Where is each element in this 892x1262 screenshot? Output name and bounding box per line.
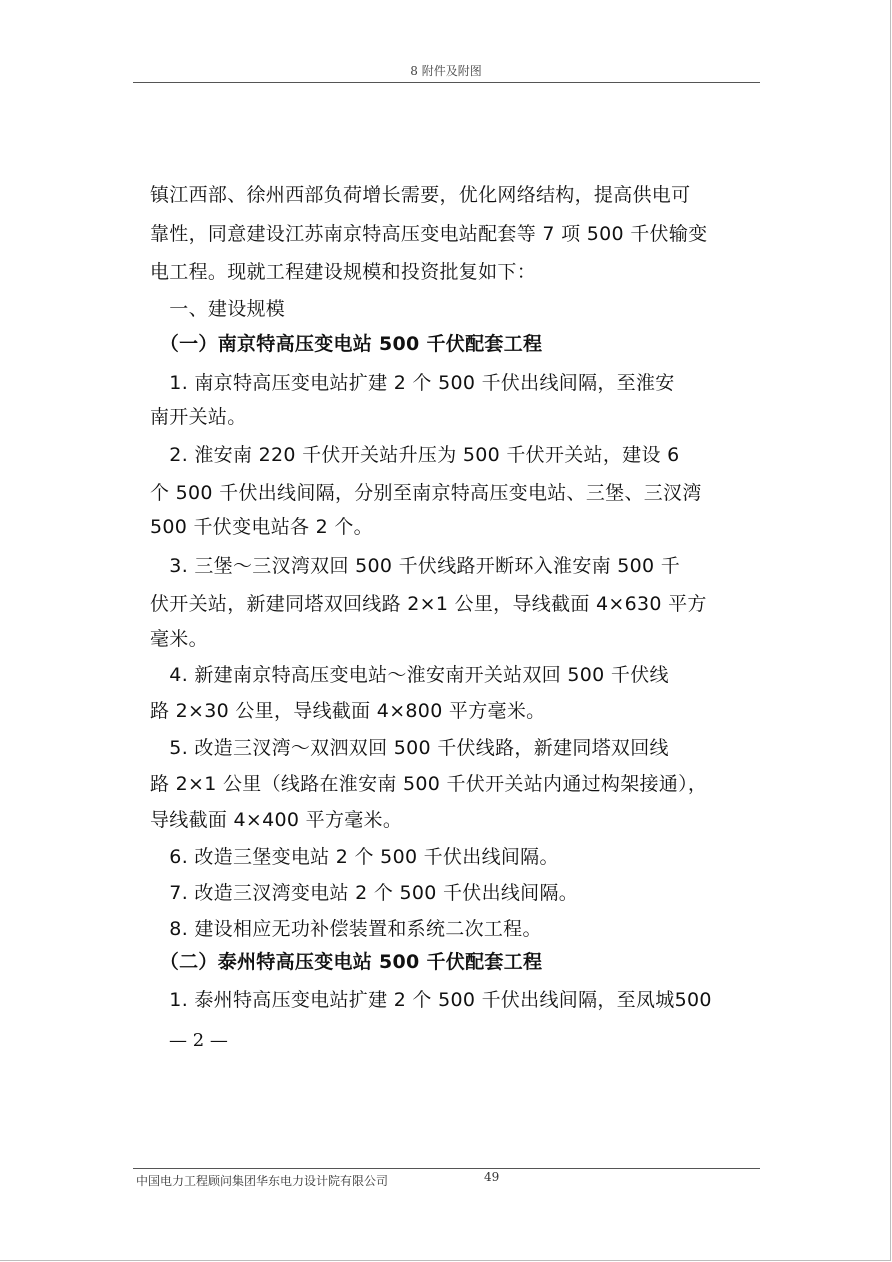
body-text-line: 1. 泰州特高压变电站扩建 2 个 500 千伏出线间隔，至凤城500	[150, 989, 712, 1011]
body-text-line: 7. 改造三汊湾变电站 2 个 500 千伏出线间隔。	[150, 882, 579, 904]
body-text-line: 2. 淮安南 220 千伏开关站升压为 500 千伏开关站，建设 6	[150, 444, 680, 466]
body-text-line: 4. 新建南京特高压变电站～淮安南开关站双回 500 千伏线	[150, 664, 669, 686]
section-heading: （一）南京特高压变电站 500 千伏配套工程	[150, 333, 543, 355]
body-text-line: 500 千伏变电站各 2 个。	[150, 516, 373, 538]
body-text-line: 个 500 千伏出线间隔，分别至南京特高压变电站、三堡、三汊湾	[150, 482, 702, 504]
body-text-line: 6. 改造三堡变电站 2 个 500 千伏出线间隔。	[150, 846, 559, 868]
body-text-line: 路 2×1 公里（线路在淮安南 500 千伏开关站内通过构架接通），	[150, 773, 708, 795]
body-text-line: 毫米。	[150, 628, 208, 650]
body-text-line: 导线截面 4×400 平方毫米。	[150, 809, 403, 831]
body-text-line: 伏开关站，新建同塔双回线路 2×1 公里，导线截面 4×630 平方	[150, 593, 707, 615]
section-heading: （二）泰州特高压变电站 500 千伏配套工程	[150, 951, 543, 973]
footer-rule	[133, 1168, 760, 1169]
body-text-line: 5. 改造三汊湾～双泗双回 500 千伏线路，新建同塔双回线	[150, 737, 669, 759]
footer-company: 中国电力工程顾问集团华东电力设计院有限公司	[136, 1174, 389, 1188]
body-text-line: 一、建设规模	[150, 298, 286, 320]
body-text-line: 南开关站。	[150, 406, 247, 428]
body-text-line: 3. 三堡～三汊湾双回 500 千伏线路开断环入淮安南 500 千	[150, 555, 681, 577]
body-text-line: 1. 南京特高压变电站扩建 2 个 500 千伏出线间隔，至淮安	[150, 372, 675, 394]
document-page-number: — 2 —	[169, 1030, 228, 1051]
header-rule	[133, 82, 760, 83]
body-text-line: 电工程。现就工程建设规模和投资批复如下：	[150, 261, 537, 283]
body-text-line: 靠性，同意建设江苏南京特高压变电站配套等 7 项 500 千伏输变	[150, 223, 708, 245]
footer-page-number: 49	[484, 1170, 500, 1184]
body-text-line: 镇江西部、徐州西部负荷增长需要，优化网络结构，提高供电可	[150, 184, 691, 206]
body-text-line: 路 2×30 公里，导线截面 4×800 平方毫米。	[150, 700, 546, 722]
body-text-line: 8. 建设相应无功补偿装置和系统二次工程。	[150, 918, 542, 940]
running-header: 8 附件及附图	[410, 64, 482, 78]
